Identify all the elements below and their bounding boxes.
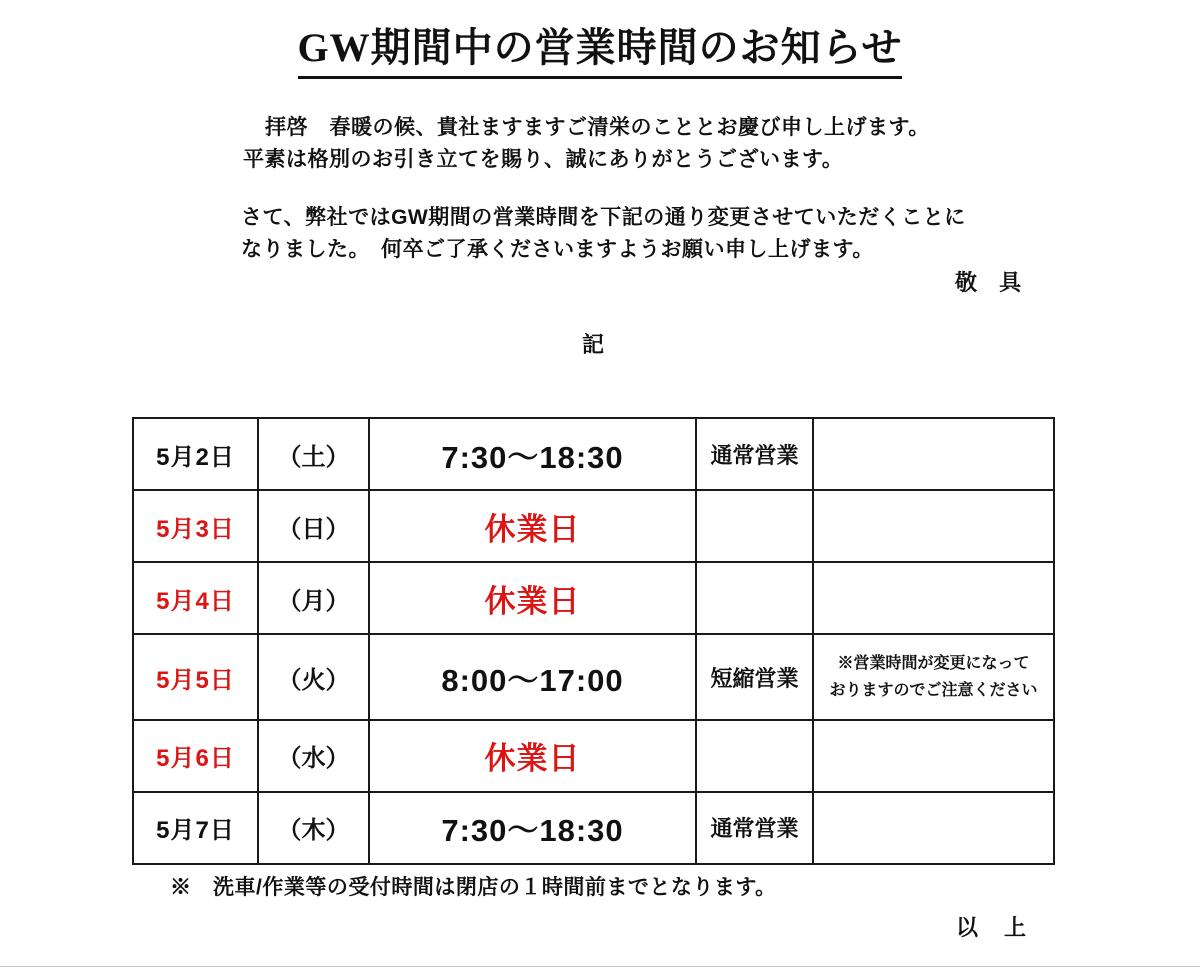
cell-status [696, 490, 813, 562]
cell-date: 5月3日 [133, 490, 258, 562]
cell-hours: 休業日 [369, 490, 696, 562]
cell-status [696, 720, 813, 792]
cell-day: （月） [258, 562, 369, 634]
closing-salutation: 敬 具 [955, 270, 1030, 295]
closing-marker: 以 上 [956, 915, 1029, 940]
cell-date: 5月7日 [133, 792, 258, 864]
cell-status [696, 562, 813, 634]
cell-note [813, 562, 1054, 634]
title-container [0, 16, 1200, 79]
schedule-table [132, 417, 1055, 865]
cell-note [813, 792, 1054, 864]
cell-day: （土） [258, 418, 369, 490]
table-row [133, 792, 1054, 864]
note-line-2: おりますのでご注意ください [829, 682, 1038, 699]
page-title: GW期間中の営業時間のお知らせ [298, 16, 903, 79]
cell-day: （水） [258, 720, 369, 792]
body-line-2: なりました。 何卒ご了承くださいますようお願い申し上げます。 [241, 238, 874, 261]
greeting-line-2: 平素は格別のお引き立てを賜り、誠にありがとうございます。 [243, 148, 844, 171]
cell-day: （日） [258, 490, 369, 562]
body-line-1: さて、弊社ではGW期間の営業時間を下記の通り変更させていただくことに [241, 206, 966, 229]
cell-hours: 7:30～18:30 [369, 792, 696, 864]
cell-status: 通常営業 [696, 418, 813, 490]
cell-note [813, 634, 1054, 720]
cell-note [813, 720, 1054, 792]
cell-hours: 休業日 [369, 720, 696, 792]
cell-date: 5月5日 [133, 634, 258, 720]
greeting-line-1: 拝啓 春暖の候、貴社ますますご清栄のこととお慶び申し上げます。 [265, 116, 930, 139]
cell-note [813, 490, 1054, 562]
table-row [133, 418, 1054, 490]
greeting-paragraph [243, 112, 930, 176]
ki-marker: 記 [581, 332, 604, 357]
cell-hours: 休業日 [369, 562, 696, 634]
cell-hours: 7:30～18:30 [369, 418, 696, 490]
body-paragraph [241, 202, 966, 266]
cell-date: 5月4日 [133, 562, 258, 634]
cell-hours: 8:00～17:00 [369, 634, 696, 720]
cell-day: （火） [258, 634, 369, 720]
cell-day: （木） [258, 792, 369, 864]
cell-note [813, 418, 1054, 490]
table-row [133, 490, 1054, 562]
table-row [133, 562, 1054, 634]
table-row [133, 634, 1054, 720]
footnote: ※ 洗車/作業等の受付時間は閉店の１時間前までとなります。 [170, 876, 777, 899]
table-row [133, 720, 1054, 792]
cell-date: 5月6日 [133, 720, 258, 792]
cell-status: 通常営業 [696, 792, 813, 864]
cell-status: 短縮営業 [696, 634, 813, 720]
cell-date: 5月2日 [133, 418, 258, 490]
note-line-1: ※営業時間が変更になって [837, 655, 1030, 672]
